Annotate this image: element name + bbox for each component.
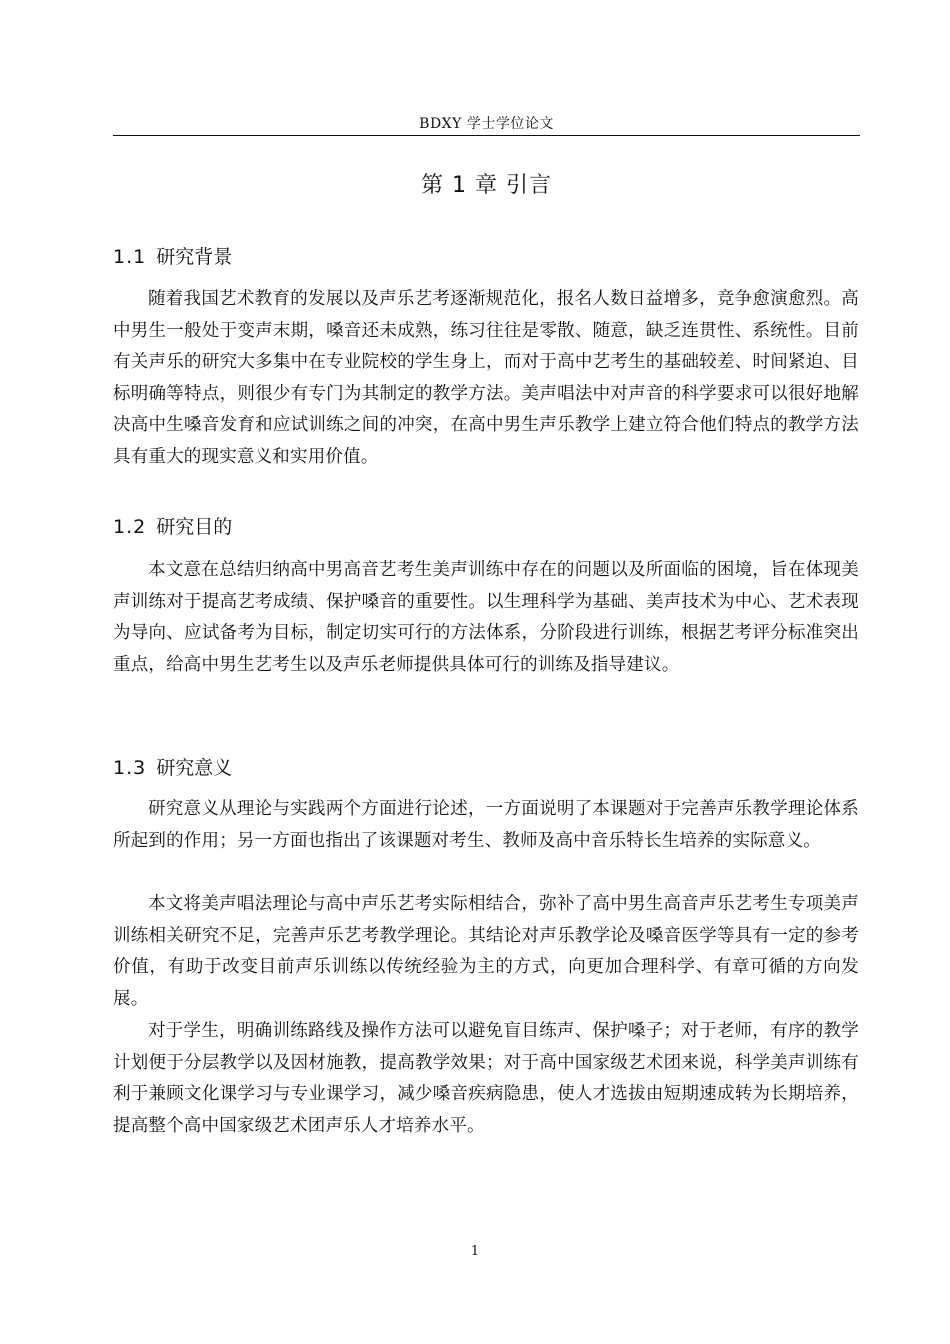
chapter-title: 第 1 章 引言 (421, 173, 552, 198)
section-number: 1.2 (113, 516, 147, 538)
paragraph: 对于学生，明确训练路线及操作方法可以避免盲目练声、保护嗓子；对于老师，有序的教学计划便于分层教学以及因材施教，提高教学效果；对于高中国家级艺术团来说，科学美声训练有利于兼顾文化课学习与专业课学习，减少嗓音疾病隐患，使人才选拔由短期速成转为长期培养，提高整个高中国家级艺术团声乐人才培养水平。 (113, 1021, 859, 1136)
section-heading-1-1 (113, 244, 232, 270)
section-title-text: 研究意义 (156, 757, 233, 779)
paragraph: 随着我国艺术教育的发展以及声乐艺考逐渐规范化，报名人数日益增多，竞争愈演愈烈。高中男生一般处于变声末期，嗓音还未成熟，练习往往是零散、随意，缺乏连贯性、系统性。目前有关声乐的研究大多集中在专业院校的学生身上，而对于高中艺考生的基础较差、时间紧迫、目标明确等特点，则很少有专门为其制定的教学方法。美声唱法中对声音的科学要求可以很好地解决高中生嗓音发育和应试训练之间的冲突，在高中男生声乐教学上建立符合他们特点的教学方法具有重大的现实意义和实用价值。 (113, 289, 859, 467)
section-title-text: 研究背景 (156, 246, 233, 268)
section-title-text: 研究目的 (156, 516, 233, 538)
paragraph: 本文意在总结归纳高中男高音艺考生美声训练中存在的问题以及所面临的困境，旨在体现美声训练对于提高艺考成绩、保护嗓音的重要性。以生理科学为基础、美声技术为中心、艺术表现为导向、应试备考为目标，制定切实可行的方法体系，分阶段进行训练，根据艺考评分标准突出重点，给高中男生艺考生以及声乐老师提供具体可行的训练及指导建议。 (113, 560, 859, 675)
section-number: 1.3 (113, 757, 147, 779)
paragraph: 研究意义从理论与实践两个方面进行论述，一方面说明了本课题对于完善声乐教学理论体系所起到的作用；另一方面也指出了该课题对考生、教师及高中音乐特长生培养的实际意义。 (113, 799, 859, 851)
running-header: BDXY 学士学位论文 (419, 116, 554, 132)
page-number: 1 (470, 1244, 480, 1259)
section-heading-1-3 (113, 755, 232, 781)
header-rule (113, 135, 860, 136)
section-number: 1.1 (113, 246, 147, 268)
paragraph: 本文将美声唱法理论与高中声乐艺考实际相结合，弥补了高中男生高音声乐艺考生专项美声训练相关研究不足，完善声乐艺考教学理论。其结论对声乐教学论及嗓音医学等具有一定的参考价值，有助于改变目前声乐训练以传统经验为主的方式，向更加合理科学、有章可循的方向发展。 (113, 894, 859, 1009)
section-heading-1-2 (113, 514, 232, 540)
